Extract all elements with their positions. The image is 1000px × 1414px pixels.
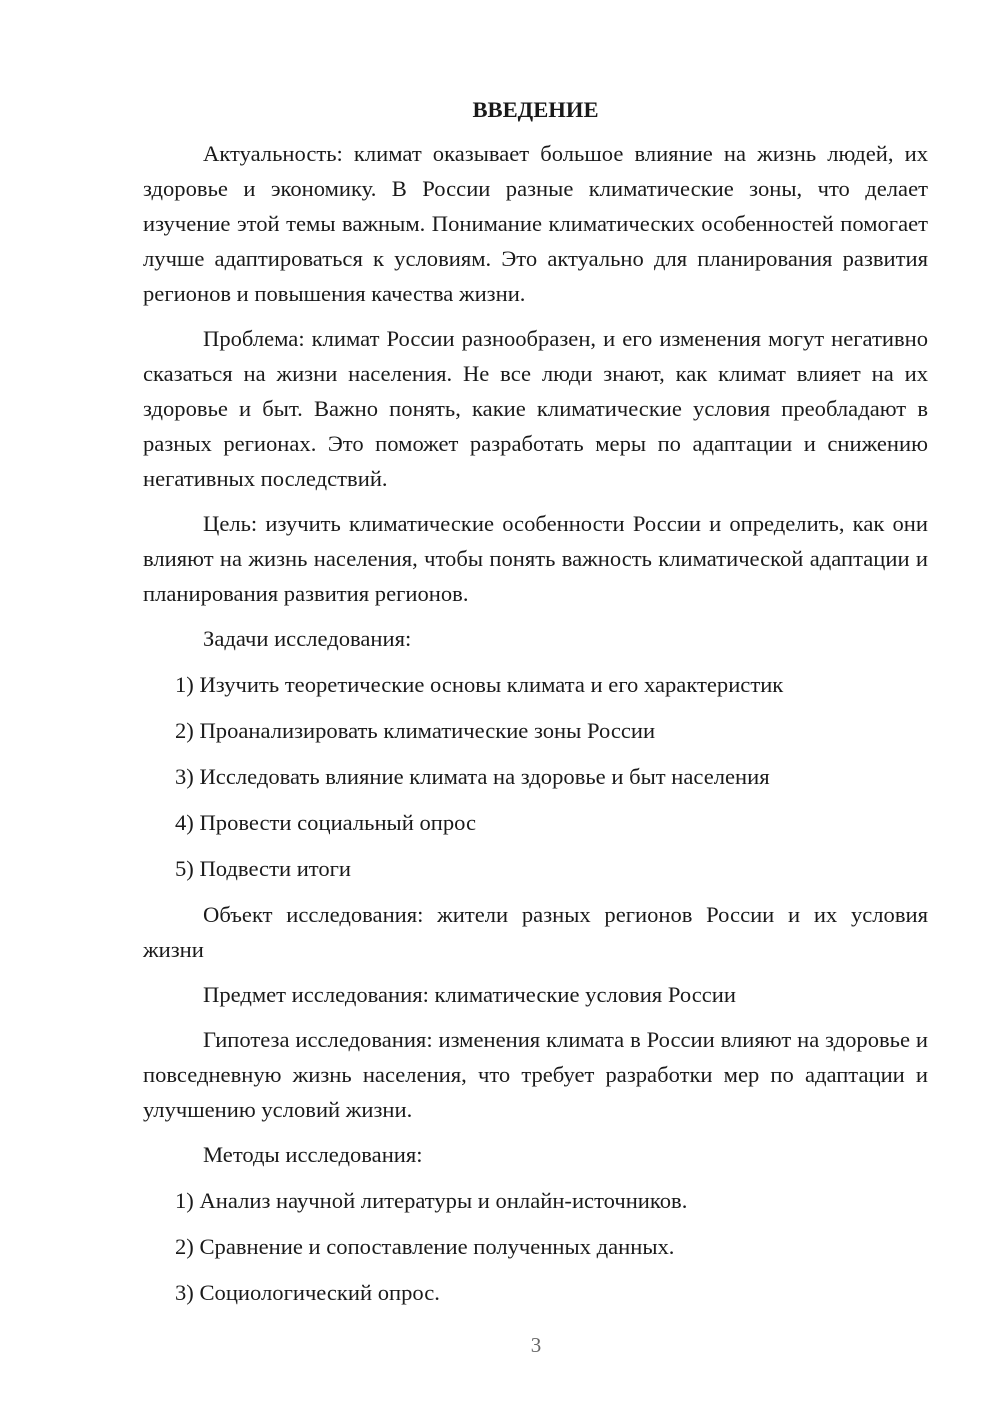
hypothesis-paragraph: Гипотеза исследования: изменения климата в России влияют на здоровье и повседневную жизнь населения, что требует разработки мер по адаптации и улучшению условий жизни. [143,1027,928,1122]
methods-label: Методы исследования: [203,1142,423,1167]
tasks-label: Задачи исследования: [203,626,412,651]
subject-paragraph: Предмет исследования: климатические условия России [203,982,736,1007]
method-item: 3) Социологический опрос. [175,1280,440,1305]
method-item: 2) Сравнение и сопоставление полученных данных. [175,1234,675,1259]
relevance-paragraph: Актуальность: климат оказывает большое влияние на жизнь людей, их здоровье и экономику. В России разные климатические зоны, что делает изучение этой темы важным. Понимание климатических особенностей помогает лучше адаптироваться к условиям. Это актуально для планирования развития регионов и повышения качества жизни. [143,141,928,306]
document-page [143,95,928,1321]
task-item: 4) Провести социальный опрос [175,810,477,835]
task-item: 2) Проанализировать климатические зоны России [175,718,656,743]
object-paragraph: Объект исследования: жители разных регионов России и их условия жизни [143,902,928,962]
methods-list [143,1183,928,1310]
task-item: 5) Подвести итоги [175,856,352,881]
page-number: 3 [530,1333,542,1357]
section-heading: ВВЕДЕНИЕ [472,97,599,122]
method-item: 1) Анализ научной литературы и онлайн-источников. [175,1188,688,1213]
problem-paragraph: Проблема: климат России разнообразен, и его изменения могут негативно сказаться на жизни населения. Не все люди знают, как климат влияет на их здоровье и быт. Важно понять, какие климатические условия преобладают в разных регионах. Это поможет разработать меры по адаптации и снижению негативных последствий. [143,326,928,491]
task-item: 3) Исследовать влияние климата на здоровье и быт населения [175,764,770,789]
tasks-list [143,667,928,886]
goal-paragraph: Цель: изучить климатические особенности России и определить, как они влияют на жизнь населения, чтобы понять важность климатической адаптации и планирования развития регионов. [143,511,928,606]
task-item: 1) Изучить теоретические основы климата и его характеристик [175,672,784,697]
